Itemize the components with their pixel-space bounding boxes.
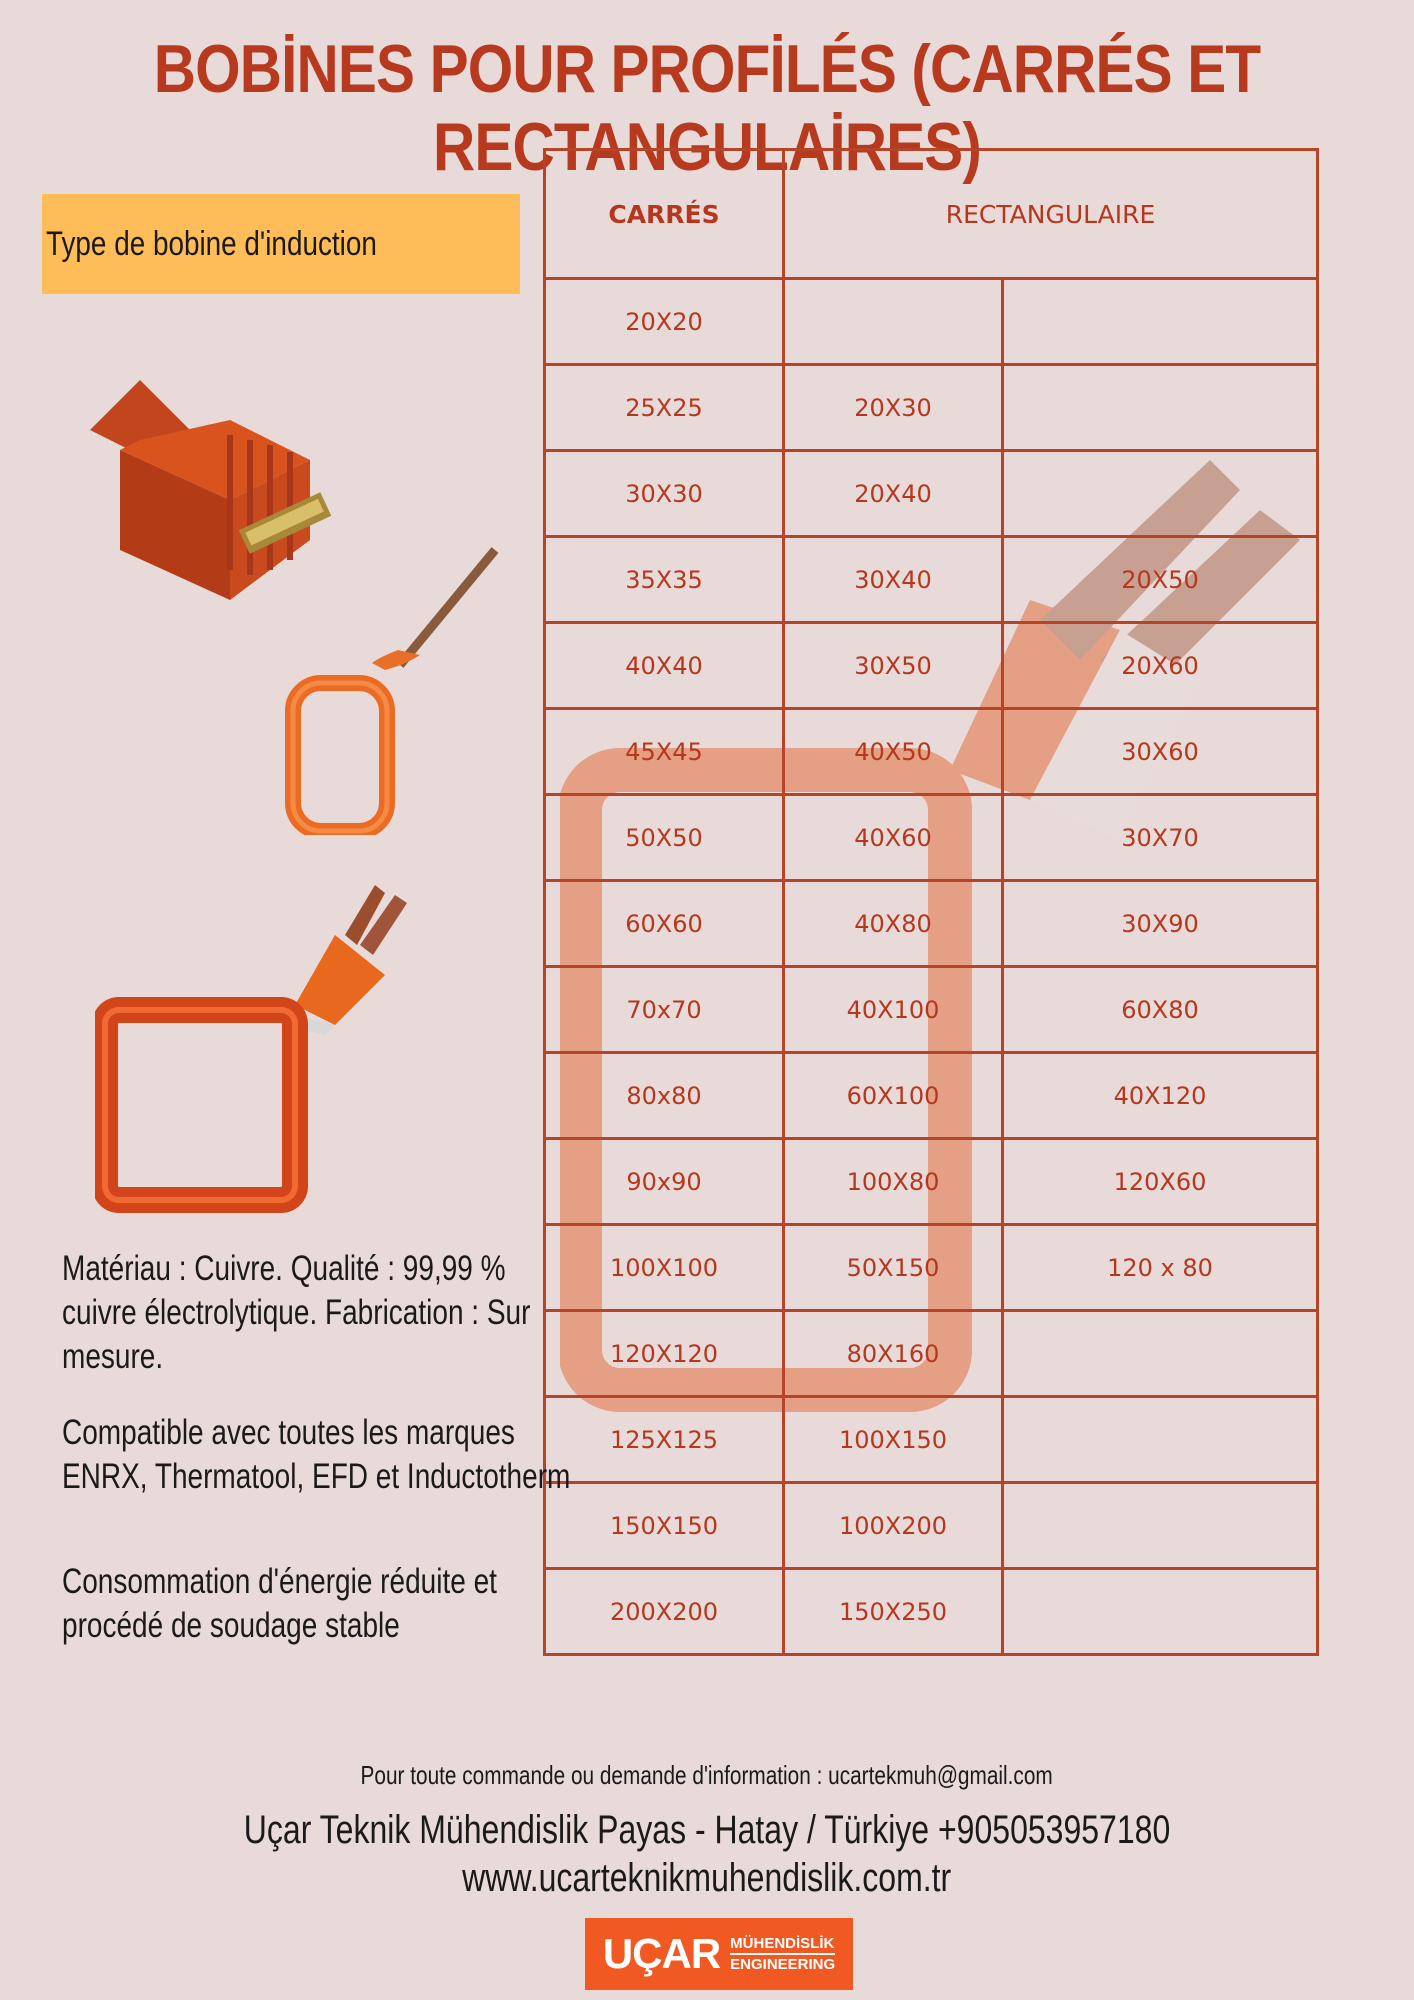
- material-description: [62, 1247, 582, 1379]
- square-size-cell: 20X20: [545, 279, 784, 365]
- table-row: [545, 1483, 1318, 1569]
- square-size-cell: 30X30: [545, 451, 784, 537]
- table-row: [545, 537, 1318, 623]
- rect-size-cell: 20X50: [1003, 537, 1318, 623]
- table-row: [545, 881, 1318, 967]
- coil-loop-image: [280, 545, 510, 835]
- rect-size-cell: [784, 279, 1003, 365]
- rect-size-cell: 60X100: [784, 1053, 1003, 1139]
- website-line[interactable]: [0, 1856, 1414, 1901]
- rect-size-cell: 30X70: [1003, 795, 1318, 881]
- description-line: mesure.: [62, 1337, 164, 1376]
- rect-size-cell: 40X50: [784, 709, 1003, 795]
- rect-size-cell: 20X30: [784, 365, 1003, 451]
- company-logo: [585, 1918, 853, 1990]
- table-row: [545, 1569, 1318, 1655]
- rect-size-cell: 40X100: [784, 967, 1003, 1053]
- description-line: Matériau : Cuivre. Qualité : 99,99 %: [62, 1249, 506, 1288]
- description-line: cuivre électrolytique. Fabrication : Sur: [62, 1293, 531, 1332]
- rect-size-cell: [1003, 365, 1318, 451]
- rect-size-cell: 20X60: [1003, 623, 1318, 709]
- coil-type-label: [42, 194, 520, 294]
- square-size-cell: 35X35: [545, 537, 784, 623]
- table-row: [545, 1139, 1318, 1225]
- rect-size-cell: 40X120: [1003, 1053, 1318, 1139]
- rect-size-cell: 40X80: [784, 881, 1003, 967]
- logo-divider: [730, 1953, 835, 1955]
- header-rectangular: RECTANGULAIRE: [784, 150, 1318, 279]
- rect-size-cell: 150X250: [784, 1569, 1003, 1655]
- rect-size-cell: 20X40: [784, 451, 1003, 537]
- logo-brand: UÇAR: [602, 1930, 721, 1977]
- square-size-cell: 40X40: [545, 623, 784, 709]
- square-size-cell: 25X25: [545, 365, 784, 451]
- company-text: Uçar Teknik Mühendislik Payas - Hatay / Türkiye +905053957180: [243, 1808, 1171, 1852]
- square-size-cell: 90x90: [545, 1139, 784, 1225]
- table-row: [545, 1225, 1318, 1311]
- table-row: [545, 623, 1318, 709]
- coil-square-image: [95, 875, 425, 1215]
- contact-line: [0, 1760, 1414, 1791]
- table-row: [545, 709, 1318, 795]
- rect-size-cell: 50X150: [784, 1225, 1003, 1311]
- description-line: ENRX, Thermatool, EFD et Inductotherm: [62, 1457, 571, 1496]
- square-size-cell: 200X200: [545, 1569, 784, 1655]
- rect-size-cell: [1003, 1311, 1318, 1397]
- table-row: [545, 795, 1318, 881]
- compatibility-description: [62, 1411, 582, 1499]
- square-size-cell: 45X45: [545, 709, 784, 795]
- square-size-cell: 50X50: [545, 795, 784, 881]
- sizes-table: [543, 148, 1319, 1656]
- description-line: Compatible avec toutes les marques: [62, 1413, 515, 1452]
- coil-type-label-text: Type de bobine d'induction: [46, 224, 377, 263]
- description-line: procédé de soudage stable: [62, 1606, 400, 1645]
- logo-line2: ENGINEERING: [730, 1956, 836, 1973]
- contact-text: Pour toute commande ou demande d'information : ucartekmuh@gmail.com: [360, 1760, 1054, 1790]
- rect-size-cell: 60X80: [1003, 967, 1318, 1053]
- rect-size-cell: 100X200: [784, 1483, 1003, 1569]
- table-row: [545, 1053, 1318, 1139]
- logo-subtitle: [730, 1935, 835, 1973]
- rect-size-cell: [1003, 1483, 1318, 1569]
- rect-size-cell: 30X40: [784, 537, 1003, 623]
- rect-size-cell: 30X90: [1003, 881, 1318, 967]
- square-size-cell: 150X150: [545, 1483, 784, 1569]
- rect-size-cell: 30X60: [1003, 709, 1318, 795]
- rect-size-cell: 100X80: [784, 1139, 1003, 1225]
- rect-size-cell: 120 x 80: [1003, 1225, 1318, 1311]
- square-size-cell: 70x70: [545, 967, 784, 1053]
- table-row: [545, 365, 1318, 451]
- logo-line1: MÜHENDİSLİK: [730, 1935, 835, 1952]
- rect-size-cell: [1003, 279, 1318, 365]
- table-row: [545, 1397, 1318, 1483]
- square-size-cell: 125X125: [545, 1397, 784, 1483]
- header-squares: CARRÉS: [545, 150, 784, 279]
- table-row: [545, 1311, 1318, 1397]
- rect-size-cell: 40X60: [784, 795, 1003, 881]
- square-size-cell: 80x80: [545, 1053, 784, 1139]
- table-row: [545, 967, 1318, 1053]
- rect-size-cell: 30X50: [784, 623, 1003, 709]
- description-line: Consommation d'énergie réduite et: [62, 1562, 497, 1601]
- table-row: [545, 279, 1318, 365]
- rect-size-cell: [1003, 451, 1318, 537]
- page-title: BOBİNES POUR PROFİLÉS (CARRÉS ET RECTANGULAİRES): [153, 31, 1261, 185]
- rect-size-cell: 100X150: [784, 1397, 1003, 1483]
- square-size-cell: 120X120: [545, 1311, 784, 1397]
- energy-description: [62, 1560, 582, 1648]
- rect-size-cell: 120X60: [1003, 1139, 1318, 1225]
- square-size-cell: 60X60: [545, 881, 784, 967]
- website-link[interactable]: www.ucarteknikmuhendislik.com.tr: [462, 1856, 952, 1900]
- rect-size-cell: 80X160: [784, 1311, 1003, 1397]
- table-header-row: [545, 150, 1318, 279]
- company-line: [0, 1808, 1414, 1853]
- table-row: [545, 451, 1318, 537]
- square-size-cell: 100X100: [545, 1225, 784, 1311]
- rect-size-cell: [1003, 1397, 1318, 1483]
- rect-size-cell: [1003, 1569, 1318, 1655]
